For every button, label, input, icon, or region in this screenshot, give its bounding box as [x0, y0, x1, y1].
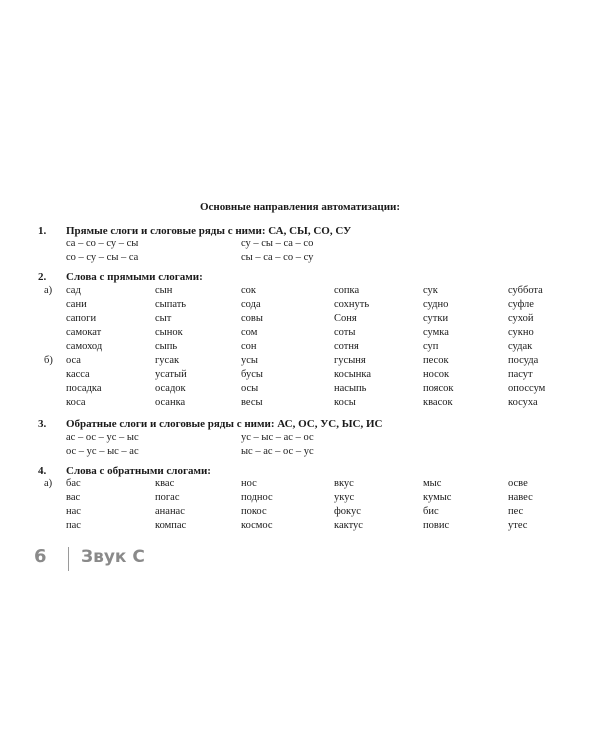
- section-number: 4.: [38, 465, 47, 477]
- word: сыпать: [155, 299, 187, 310]
- word: осадок: [155, 383, 186, 394]
- word: осве: [508, 478, 528, 489]
- word: суббота: [508, 285, 543, 296]
- word: усы: [241, 355, 258, 366]
- word: сок: [241, 285, 257, 296]
- word: коса: [66, 397, 86, 408]
- word: вкус: [334, 478, 354, 489]
- page-number: 6: [34, 546, 47, 567]
- word: насыпь: [334, 383, 367, 394]
- word: суфле: [508, 299, 534, 310]
- word: песок: [423, 355, 449, 366]
- word: квасок: [423, 397, 453, 408]
- word-row: [0, 478, 600, 492]
- word: судак: [508, 341, 533, 352]
- word: совы: [241, 313, 263, 324]
- word: утес: [508, 520, 528, 531]
- word: нос: [241, 478, 257, 489]
- word: косы: [334, 397, 356, 408]
- subsection-marker: а): [44, 285, 53, 296]
- word-row: [0, 313, 600, 327]
- word: мыс: [423, 478, 442, 489]
- word: носок: [423, 369, 450, 380]
- footer-divider: [68, 547, 69, 571]
- word-row: [0, 355, 600, 369]
- word: гусак: [155, 355, 180, 366]
- word: сухой: [508, 313, 534, 324]
- word: суп: [423, 341, 439, 352]
- word: погас: [155, 492, 180, 503]
- word: сук: [423, 285, 438, 296]
- word: Соня: [334, 313, 357, 324]
- word: пас: [66, 520, 81, 531]
- word: сыт: [155, 313, 172, 324]
- word: косуха: [508, 397, 538, 408]
- page-title: Основные направления автоматизации:: [199, 201, 401, 213]
- word: сапоги: [66, 313, 97, 324]
- word: усатый: [155, 369, 187, 380]
- section-number: 3.: [38, 418, 47, 430]
- word: нас: [66, 506, 81, 517]
- word: сани: [66, 299, 87, 310]
- word: бусы: [241, 369, 263, 380]
- word: судно: [423, 299, 449, 310]
- syllable-series: су – сы – са – со: [241, 238, 314, 249]
- word: повис: [423, 520, 450, 531]
- syllable-series: сы – са – со – су: [241, 252, 314, 263]
- word: опоссум: [508, 383, 546, 394]
- word: сон: [241, 341, 257, 352]
- word: сом: [241, 327, 258, 338]
- word: укус: [334, 492, 355, 503]
- word: кактус: [334, 520, 363, 531]
- word: сумка: [423, 327, 449, 338]
- word: поясок: [423, 383, 454, 394]
- word: космос: [241, 520, 273, 531]
- word: сыпь: [155, 341, 178, 352]
- subsection-marker: а): [44, 478, 53, 489]
- word: поднос: [241, 492, 273, 503]
- word: фокус: [334, 506, 361, 517]
- word: сопка: [334, 285, 360, 296]
- syllable-series: са – со – су – сы: [66, 238, 139, 249]
- section-number: 1.: [38, 225, 47, 237]
- chapter-title: Звук С: [81, 547, 145, 567]
- word: самокат: [66, 327, 102, 338]
- word-row: [0, 369, 600, 383]
- word: косынка: [334, 369, 372, 380]
- word-row: [0, 299, 600, 313]
- word: сукно: [508, 327, 534, 338]
- word: касса: [66, 369, 90, 380]
- word-row: [0, 341, 600, 355]
- syllable-series: ус – ыс – ас – ос: [241, 432, 314, 443]
- section-title: Обратные слоги и слоговые ряды с ними: АС, ОС, УС, ЫС, ИС: [66, 418, 383, 430]
- syllable-series: ос – ус – ыс – ас: [66, 446, 139, 457]
- syllable-series: со – су – сы – са: [66, 252, 139, 263]
- word: пес: [508, 506, 524, 517]
- word: компас: [155, 520, 187, 531]
- syllable-series: ыс – ас – ос – ус: [241, 446, 314, 457]
- word: сутки: [423, 313, 449, 324]
- word-row: [0, 285, 600, 299]
- word-row: [0, 327, 600, 341]
- word: ананас: [155, 506, 185, 517]
- word: сад: [66, 285, 81, 296]
- word: сотня: [334, 341, 359, 352]
- word: бис: [423, 506, 439, 517]
- word-row: [0, 520, 600, 534]
- word: оса: [66, 355, 81, 366]
- section-title: Слова с прямыми слогами:: [66, 271, 203, 283]
- word: сохнуть: [334, 299, 370, 310]
- subsection-marker: б): [44, 355, 53, 366]
- section-title: Слова с обратными слогами:: [66, 465, 211, 477]
- section-number: 2.: [38, 271, 47, 283]
- word-row: [0, 506, 600, 520]
- word: осы: [241, 383, 259, 394]
- word: бас: [66, 478, 81, 489]
- word: вас: [66, 492, 81, 503]
- word: соты: [334, 327, 356, 338]
- word: покос: [241, 506, 267, 517]
- word: навес: [508, 492, 533, 503]
- section-title: Прямые слоги и слоговые ряды с ними: СА, СЫ, СО, СУ: [66, 225, 352, 237]
- syllable-series: ас – ос – ус – ыс: [66, 432, 139, 443]
- word: гусыня: [334, 355, 366, 366]
- word: посадка: [66, 383, 102, 394]
- word: сынок: [155, 327, 183, 338]
- word: сын: [155, 285, 173, 296]
- word: пасут: [508, 369, 533, 380]
- word: осанка: [155, 397, 186, 408]
- word-row: [0, 397, 600, 411]
- word: посуда: [508, 355, 539, 366]
- word: самоход: [66, 341, 103, 352]
- word: сода: [241, 299, 261, 310]
- word-row: [0, 383, 600, 397]
- word-row: [0, 492, 600, 506]
- word: кумыс: [423, 492, 452, 503]
- word: весы: [241, 397, 263, 408]
- word: квас: [155, 478, 175, 489]
